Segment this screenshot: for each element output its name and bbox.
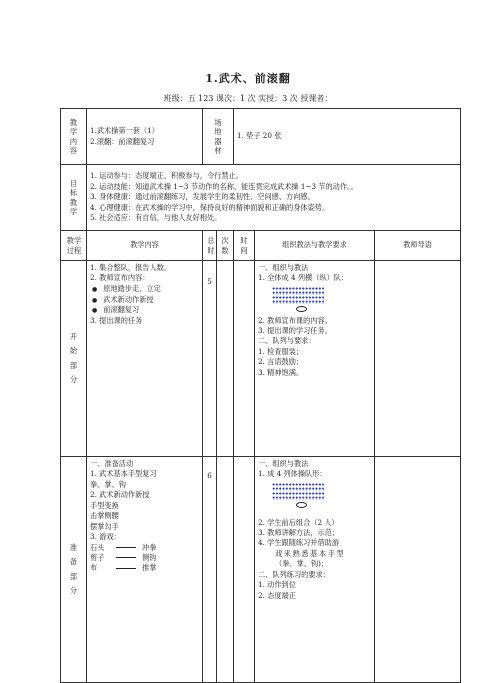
start-content-line: 3. 提出课的任务 <box>90 315 143 325</box>
prep-content-line: 手型变换 <box>90 500 119 510</box>
col-count: 次数 <box>217 231 234 261</box>
method-line: 二、队列与要求： <box>258 336 316 346</box>
method-line: 3. 精神饱满。 <box>258 367 304 377</box>
venue-value: 1. 垫子 20 张 <box>234 109 461 165</box>
prep-time <box>234 457 255 683</box>
content-line: 2.滚翻：前滚翻复习 <box>90 136 155 146</box>
goals-cell <box>87 165 461 231</box>
goal-label: 目标教学 <box>69 178 78 216</box>
prep-content <box>87 457 203 683</box>
start-count <box>217 261 234 457</box>
start-total-time: 5 <box>203 261 217 457</box>
lesson-plan-table <box>60 108 461 683</box>
start-content-line: 2. 教师宣布内容： <box>90 273 150 283</box>
goal-item: 4. 心理健康：在武术操的学习中，保持良好的精神面貌和正确的身体姿势。 <box>90 202 330 212</box>
prep-content-line: 摆掌勾手 <box>90 521 119 531</box>
start-method <box>255 261 375 457</box>
method-line: 一、组织与教法 <box>258 459 309 468</box>
start-label-cell <box>61 261 87 457</box>
venue-label: 场地器材 <box>214 117 222 155</box>
prep-content-line: 1. 武术基本手型复习 <box>90 469 157 479</box>
goal-item: 3. 身体健康：通过前滚翻练习，发展学生的柔韧性、空间感、方向感。 <box>90 192 315 202</box>
goal-label-cell <box>61 165 87 231</box>
prep-content-line: 击掌侧腰 <box>90 511 119 521</box>
prep-content-line: 2. 武术新动作新授 <box>90 490 150 500</box>
prep-label: 准备部分 <box>69 542 78 595</box>
content-cell <box>87 109 203 165</box>
prep-guide <box>375 457 461 683</box>
prep-method <box>255 457 375 683</box>
prep-count <box>217 457 234 683</box>
col-content: 教学内容 <box>87 231 203 261</box>
method-line: 一、组织与教法 <box>258 263 309 272</box>
method-line: 戏来熟悉基本手型 <box>275 548 346 558</box>
prep-content-line: 拳、掌、钩 <box>90 479 126 489</box>
prep-label-cell <box>61 457 87 683</box>
content-line: 1.武术操第一套（1） <box>90 126 159 136</box>
method-line: 二、队列练习的要求： <box>258 569 330 579</box>
method-line: 3. 提出课的学习任务。 <box>258 325 332 335</box>
start-content-bullet: ● 武术新动作新授 <box>90 295 199 306</box>
content-label-cell <box>61 109 87 165</box>
game-pair: 布 推掌 <box>90 563 157 573</box>
col-time: 时间 <box>234 231 255 261</box>
start-label: 开始部分 <box>69 331 78 384</box>
teacher-position-mark <box>296 306 307 312</box>
method-line: 4. 学生跟随练习并借助游 <box>258 538 340 548</box>
col-total-time: 总时 <box>203 231 217 261</box>
col-guide: 教师导语 <box>375 231 461 261</box>
method-line: 2. 言语鼓励； <box>258 357 304 367</box>
prep-content-line: 一、准备活动 <box>90 459 134 468</box>
formation-diagram <box>272 287 371 304</box>
start-content-bullet: ● 前滚翻复习 <box>90 305 199 316</box>
page-title: 1.武术、前滚翻 <box>205 72 291 85</box>
start-time <box>234 261 255 457</box>
col-method: 组织教法与教学要求 <box>255 231 375 261</box>
start-guide <box>375 261 461 457</box>
start-content-line: 1. 集合整队，报告人数。 <box>90 263 172 272</box>
lesson-info-line: 班级：五 123 课次：1 次 实授：3 次 授课者： <box>163 94 333 103</box>
formation-diagram <box>272 483 371 500</box>
venue-label-cell <box>203 109 234 165</box>
method-line: 1. 成 4 列体操队形： <box>258 469 327 479</box>
method-line: 2. 态度端正 <box>258 590 296 600</box>
method-line: 1. 检查服装； <box>258 346 304 356</box>
start-content <box>87 261 203 457</box>
goal-item: 5. 社会适应：有自信，与他人友好相处。 <box>90 213 222 223</box>
teacher-position-mark <box>296 502 307 508</box>
goal-item: 2. 运动技能：知道武术操 1~3 节动作的名称，能连贯完成武术操 1~3 节的动作。。 <box>90 181 358 191</box>
method-line: 1. 动作到位 <box>258 580 296 590</box>
goal-item: 1. 运动参与：态度端正，积极参与，令行禁止。 <box>90 171 243 181</box>
prep-content-line: 3. 游戏： <box>90 532 121 542</box>
prep-total-time: 6 <box>203 457 217 683</box>
method-line: 2. 教师宣布课的内容。 <box>258 315 332 325</box>
start-content-bullet: ● 原地踏步走、立定 <box>90 284 199 295</box>
method-line: 2. 学生前后组合（2 人） <box>258 517 339 527</box>
game-pair: 剪子 侧钩 <box>90 552 157 562</box>
method-line: 3. 教师讲解方法，示范； <box>258 527 340 537</box>
method-line: 1. 全体成 4 列横（纵）队： <box>258 273 349 283</box>
col-process: 教学过程 <box>61 231 87 261</box>
content-label: 教学内容 <box>69 117 78 155</box>
game-pair: 石头 冲拳 <box>90 542 157 552</box>
method-line: （拳、掌、钩)； <box>275 559 329 569</box>
